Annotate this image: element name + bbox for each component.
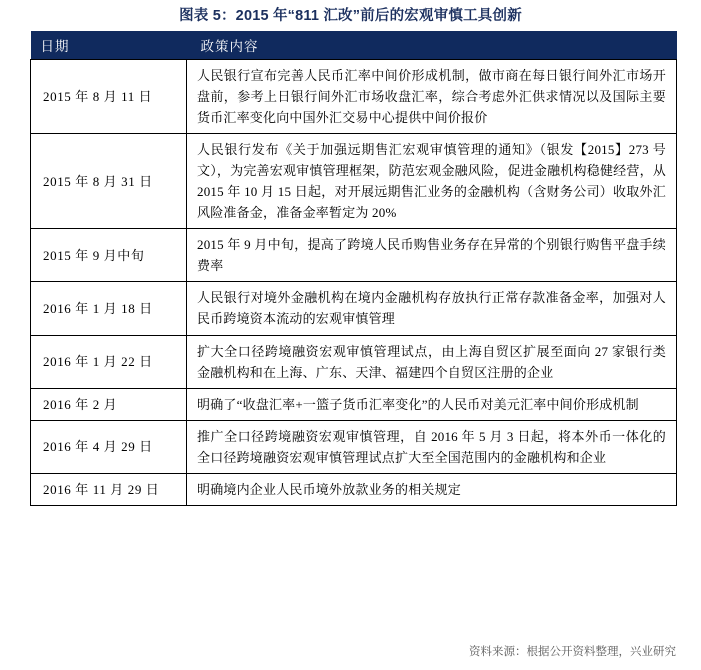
cell-content: 明确境内企业人民币境外放款业务的相关规定: [187, 473, 677, 505]
cell-date: 2016 年 1 月 22 日: [31, 335, 187, 388]
cell-content: 人民银行对境外金融机构在境内金融机构存放执行正常存款准备金率，加强对人民币跨境资本流动的宏观审慎管理: [187, 282, 677, 335]
cell-content: 2015 年 9 月中旬，提高了跨境人民币购售业务存在异常的个别银行购售平盘手续费率: [187, 229, 677, 282]
column-header-date: 日期: [31, 31, 187, 60]
table-row: [31, 282, 677, 335]
cell-content: 明确了“收盘汇率+一篮子货币汇率变化”的人民币对美元汇率中间价形成机制: [187, 388, 677, 420]
cell-content: 扩大全口径跨境融资宏观审慎管理试点，由上海自贸区扩展至面向 27 家银行类金融机构和在上海、广东、天津、福建四个自贸区注册的企业: [187, 335, 677, 388]
cell-date: 2016 年 4 月 29 日: [31, 420, 187, 473]
cell-date: 2015 年 8 月 11 日: [31, 60, 187, 134]
table-row: [31, 60, 677, 134]
cell-content: 人民银行发布《关于加强远期售汇宏观审慎管理的通知》（银发【2015】273 号文），为完善宏观审慎管理框架，防范宏观金融风险，促进金融机构稳健经营，从 2015 年 10 月 15 日起，对开展远期售汇业务的金融机构（含财务公司）收取外汇风险准备金，准备金率暂定为 20%: [187, 134, 677, 229]
table-row: [31, 388, 677, 420]
table-header: [31, 31, 677, 60]
cell-date: 2015 年 9 月中旬: [31, 229, 187, 282]
cell-date: 2016 年 2 月: [31, 388, 187, 420]
cell-date: 2016 年 11 月 29 日: [31, 473, 187, 505]
table-row: [31, 229, 677, 282]
column-header-content: 政策内容: [187, 31, 677, 60]
cell-date: 2015 年 8 月 31 日: [31, 134, 187, 229]
cell-content: 人民银行宣布完善人民币汇率中间价形成机制，做市商在每日银行间外汇市场开盘前，参考上日银行间外汇市场收盘汇率，综合考虑外汇供求情况以及国际主要货币汇率变化向中国外汇交易中心提供中间价报价: [187, 60, 677, 134]
cell-content: 推广全口径跨境融资宏观审慎管理，自 2016 年 5 月 3 日起，将本外币一体化的全口径跨境融资宏观审慎管理试点扩大至全国范围内的金融机构和企业: [187, 420, 677, 473]
policy-table: [30, 31, 677, 506]
policy-table-container: [30, 31, 676, 506]
page-title: 图表 5：2015 年“811 汇改”前后的宏观审慎工具创新: [179, 8, 522, 24]
table-row: [31, 335, 677, 388]
table-row: [31, 420, 677, 473]
source-note: 资料来源：根据公开资料整理，兴业研究: [469, 646, 676, 658]
table-body: [31, 60, 677, 506]
table-row: [31, 473, 677, 505]
table-row: [31, 134, 677, 229]
table-header-row: [31, 31, 677, 60]
cell-date: 2016 年 1 月 18 日: [31, 282, 187, 335]
